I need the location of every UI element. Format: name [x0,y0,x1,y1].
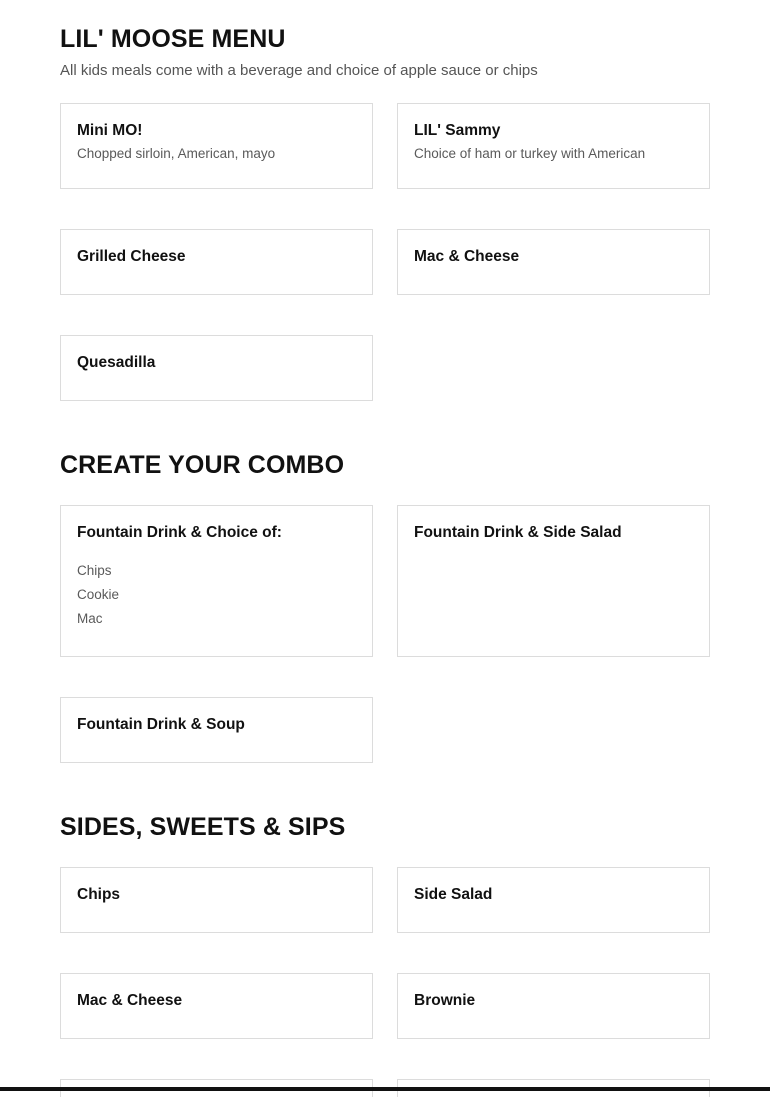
menu-item-name: Quesadilla [77,354,156,371]
menu-item-description: Choice of ham or turkey with American [414,146,646,161]
menu-item-card[interactable] [397,867,710,933]
menu-item-name: Fountain Drink & Soup [77,716,245,733]
menu-item-card[interactable] [397,973,710,1039]
menu-item-name: Grilled Cheese [77,248,186,265]
menu-item-name: Chips [77,886,121,903]
menu-item-name: Side Salad [414,886,493,903]
menu-item-card[interactable] [60,973,373,1039]
menu-item-card[interactable] [60,505,373,657]
option-item: Cookie [77,587,120,602]
menu-item-card[interactable] [60,867,373,933]
menu-item-card[interactable] [397,505,710,657]
section-title: LIL' MOOSE MENU [60,25,286,53]
section-title: SIDES, SWEETS & SIPS [60,813,346,841]
bottom-bar [0,1087,770,1091]
option-item: Mac [77,611,103,626]
menu-item-description: Chopped sirloin, American, mayo [77,146,276,161]
option-list [77,559,356,631]
menu-item-card[interactable] [397,229,710,295]
menu-item-name: Fountain Drink & Side Salad [414,524,622,541]
menu-item-card[interactable] [60,335,373,401]
menu-item-name: Brownie [414,992,476,1009]
combo-header [60,453,710,478]
menu-item-name: LIL' Sammy [414,122,501,139]
option-item: Chips [77,563,112,578]
menu-item-card[interactable] [397,103,710,189]
menu-item-card[interactable] [60,697,373,763]
menu-item-card[interactable] [60,103,373,189]
menu-item-name: Fountain Drink & Choice of: [77,524,282,541]
menu-item-name: Mac & Cheese [77,992,183,1009]
menu-item-card[interactable] [60,229,373,295]
sides-header [60,815,710,840]
menu-item-name: Mac & Cheese [414,248,520,265]
section-subtitle: All kids meals come with a beverage and choice of apple sauce or chips [60,62,538,79]
menu-item-name: Mini MO! [77,122,143,139]
section-title: CREATE YOUR COMBO [60,451,345,479]
kids-menu-header [60,27,710,80]
